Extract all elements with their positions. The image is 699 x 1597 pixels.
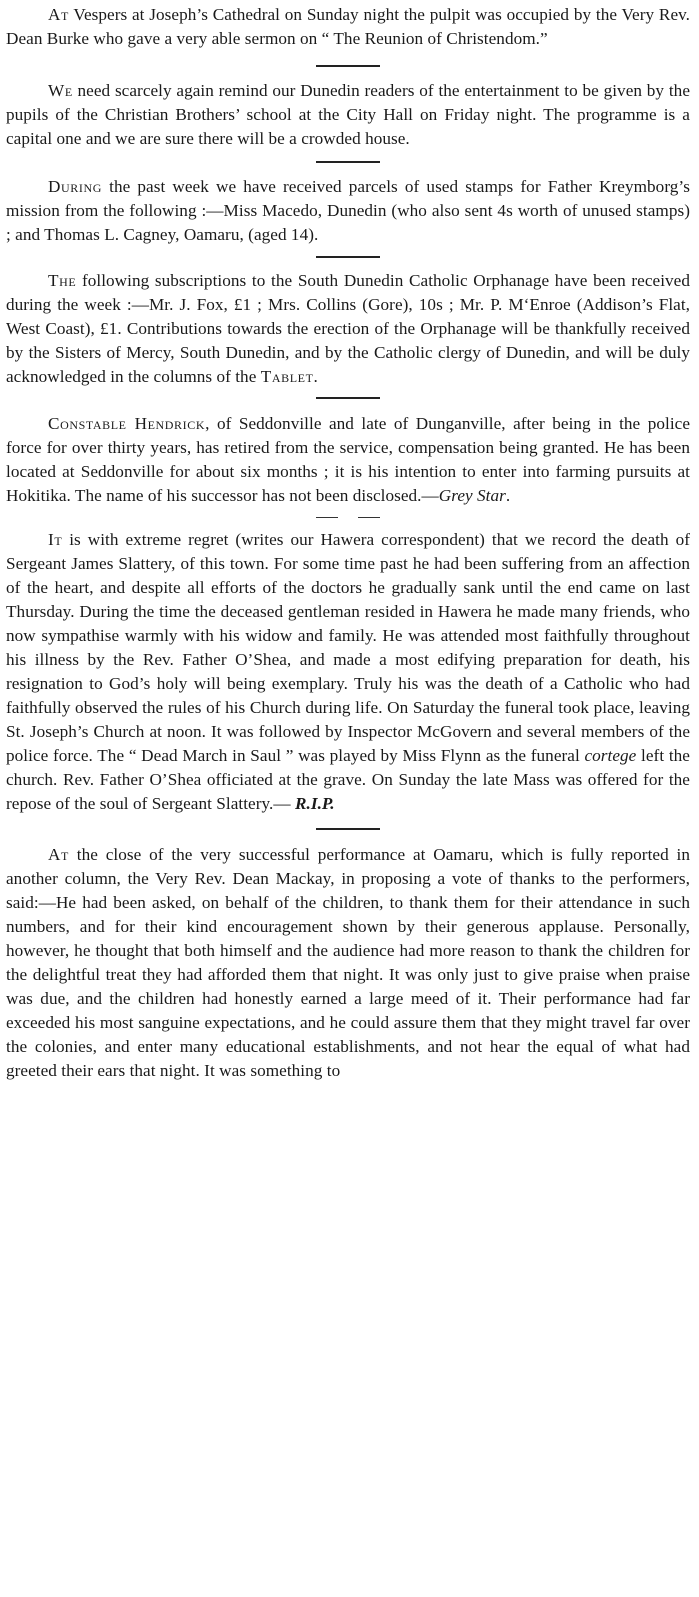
paragraph-text: Vespers at Joseph’s Cathedral on Sunday night the pulpit was occupied by the Very Rev. Dean Burke who gave a very able sermon on “ The Reunion of Christendom.”: [6, 5, 690, 48]
paragraph-stamps: [6, 175, 690, 247]
lead-word: The: [48, 271, 77, 290]
lead-word: During: [48, 177, 103, 196]
paragraph-text: need scarcely again remind our Dunedin readers of the entertainment to be given by the pupils of the Christian Brothers’ school at the City Hall on Friday night. The programme is a capital one and we are sure there will be a crowded house.: [6, 81, 690, 148]
paragraph-constable: [6, 412, 690, 508]
tablet-name: Tablet: [260, 367, 314, 386]
paragraph-text: the close of the very successful performance at Oamaru, which is fully reported in another column, the Very Rev. Dean Mackay, in proposing a vote of thanks to the performers, said:—He had been asked, on behalf of the children, to thank them for their attendance in such numbers, and for their kind encouragement shown by their generous applause. Personally, however, he thought that both himself and the audience had more reason to thank the children for the delightful treat they had afforded them that night. It was only just to give praise when praise was due, and the children had honestly earned a large meed of it. Their performance had far exceeded his most sanguine expectations, and he could assure them that they might travel far over the colonies, and enter many educational establishments, and not hear the equal of what had greeted their ears that night. It was something to: [6, 845, 690, 1080]
paragraph-end: .: [313, 367, 318, 386]
lead-word: At: [48, 5, 69, 24]
paragraph-orphanage: [6, 269, 690, 389]
source-credit: Grey Star: [438, 486, 506, 505]
paragraph-text: the past week we have received parcels of used stamps for Father Kreymborg’s mission from the following :—Miss Macedo, Dunedin (who also sent 4s worth of unused stamps) ; and Thomas L. Cagney, Oamaru, (aged 14).: [6, 177, 690, 244]
paragraph-oamaru: [6, 843, 690, 1083]
lead-word: At: [48, 845, 69, 864]
paragraph-entertainment: [6, 79, 690, 151]
newspaper-column: [6, 0, 690, 1083]
rip-mark: R.I.P.: [294, 794, 335, 813]
paragraph-text: following subscriptions to the South Dunedin Catholic Orphanage have been received during the week :—Mr. J. Fox, £1 ; Mrs. Collins (Gore), 10s ; Mr. P. M‘Enroe (Addison’s Flat, West Coast), £1. Contributions towards the erection of the Orphanage will be thankfully received by the Sisters of Mercy, South Dunedin, and by the Catholic clergy of Dunedin, and will be duly acknowledged in the columns of the: [6, 271, 690, 386]
paragraph-text-continued: left the church. Rev. Father O’Shea officiated at the grave. On Sunday the late Mass was offered for the repose of the soul of Sergeant Slattery.—: [6, 746, 690, 813]
paragraph-vespers: [6, 3, 690, 51]
lead-word: It: [48, 530, 63, 549]
paragraph-text: , of Seddonville and late of Dunganville, after being in the police force for over thirty years, has retired from the service, compensation being granted. He has been located at Seddonville for about six months ; it is his intention to enter into farming pursuits at Hokitika. The name of his successor has not been disclosed.—: [6, 414, 690, 505]
paragraph-end: .: [505, 486, 511, 505]
lead-word: Constable Hendrick: [48, 414, 206, 433]
cortege-word: cortege: [584, 746, 637, 765]
paragraph-text: is with extreme regret (writes our Hawera correspondent) that we record the death of Sergeant James Slattery, of this town. For some time past he had been suffering from an affection of the heart, and despite all efforts of the doctors he gradually sank until the end came on last Thursday. During the time the deceased gentleman resided in Hawera he made many friends, who now sympathise warmly with his widow and family. He was attended most faithfully throughout his illness by the Rev. Father O’Shea, and made a most edifying preparation for death, his resignation to God’s holy will being exemplary. Truly his was the death of a Catholic who had faithfully observed the rules of his Church during life. On Saturday the funeral took place, leaving St. Joseph’s Church at noon. It was followed by Inspector McGovern and several members of the police force. The “ Dead March in Saul ” was played by Miss Flynn as the funeral: [6, 530, 690, 765]
paragraph-obituary: [6, 528, 690, 816]
lead-word: We: [48, 81, 73, 100]
